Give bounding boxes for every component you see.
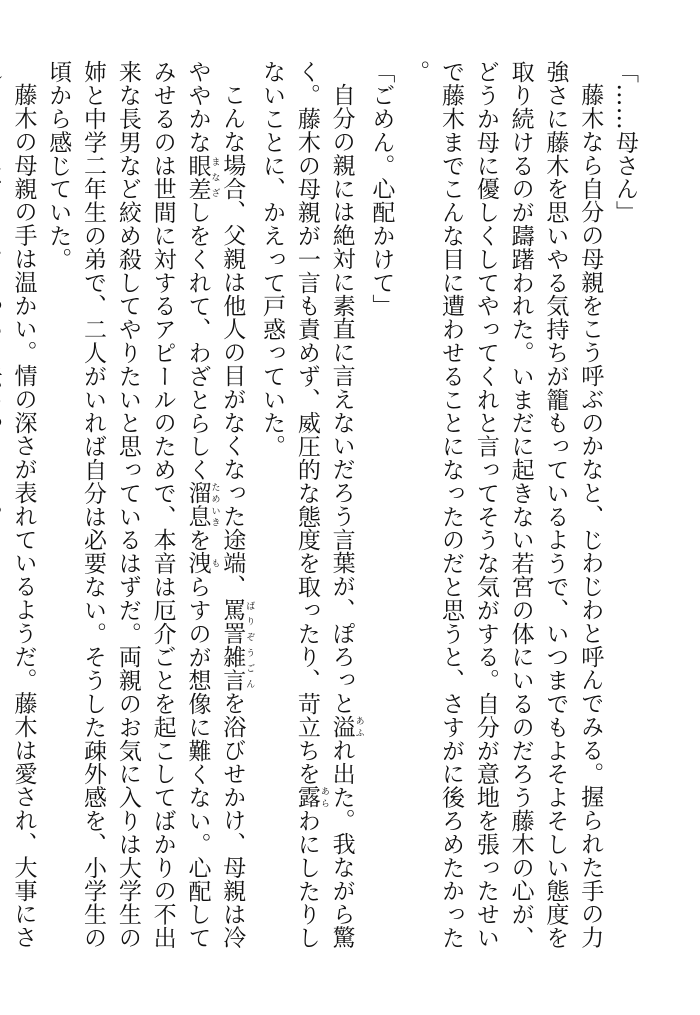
ruby-annotated-word [219, 597, 255, 692]
ruby-annotated-word [184, 481, 220, 529]
text-run: 「……母さん」 [612, 60, 638, 224]
furigana: まなざ [209, 153, 220, 201]
ruby-base: 罵詈雑言 [219, 597, 246, 692]
ruby-base: 眼差 [184, 153, 211, 201]
text-run: わにしたりしないことに、かえって戸惑っていた。 [259, 60, 320, 950]
furigana: あら [318, 785, 329, 809]
ruby-base: 洩 [184, 551, 211, 575]
paragraph [364, 60, 399, 965]
ruby-annotated-word [293, 785, 329, 809]
paragraph [607, 60, 642, 965]
text-run: 自分の親には絶対に素直に言えないだろう言葉が、ぽろっと [328, 83, 355, 715]
ruby-annotated-word [184, 153, 220, 201]
ruby-annotated-word [328, 714, 364, 739]
paragraph [398, 60, 607, 965]
furigana: あふ [353, 714, 364, 739]
vertical-text-body [10, 60, 642, 965]
text-run: れ出た。我ながら驚く。藤木の母親が一言も責めず、威圧的な態度を取ったり、苛立ちを [293, 60, 355, 949]
paragraph [40, 60, 254, 965]
ruby-base: 溢 [328, 714, 355, 739]
text-run: こんな場合、父親は他人の目がなくなった途端、 [219, 83, 246, 598]
text-run: を [184, 528, 211, 552]
text-run: らすのが想像に難くない。心配してみせるのは世間に対するアピールのためで、本音は厄介ごとを起こしてばかりの不出来な長男など絞め殺してやりたいと思っているはずだ。両親のお気に入りは大学生の姉と中学二年生の弟で、二人がいれば自分は必要ない。そうした疎外感を、小学生の頃から感じていた。 [45, 60, 211, 950]
paragraph [254, 60, 363, 965]
furigana: ばりぞうごん [244, 597, 255, 692]
furigana: ためいき [209, 481, 220, 529]
text-run: 「ごめん。心配かけて」 [368, 60, 395, 318]
ruby-base: 露 [293, 785, 320, 809]
text-run: 藤木の母親の手は温かい。情の深さが表れているようだ。藤木は愛され、大事にさ [10, 83, 37, 949]
furigana: も [209, 551, 220, 575]
text-run: 藤木なら自分の母親をこう呼ぶのかなと、じわじわと呼んでみる。握られた手の力強さに藤木を思いやる気持ちが籠もっているようで、いつまでもよそよそしい態度を取り続けるのが躊躇われた。いまだに起きない若宮の体にいるのだろう藤木の心が、どうか母に優しくしてやってくれと言ってそうな気がする。自分が意地を張ったせいで藤木までこんな目に遭わせることになったのだと思うと、さすがに後ろめたかった。 [403, 60, 604, 950]
ruby-base: 溜息 [184, 481, 211, 529]
paragraph [0, 60, 40, 965]
ruby-annotated-word [184, 551, 220, 575]
text-run: を浴びせかけ、母親は冷ややかな [184, 60, 246, 949]
text-run: しをくれて、わざとらしく [184, 200, 211, 482]
